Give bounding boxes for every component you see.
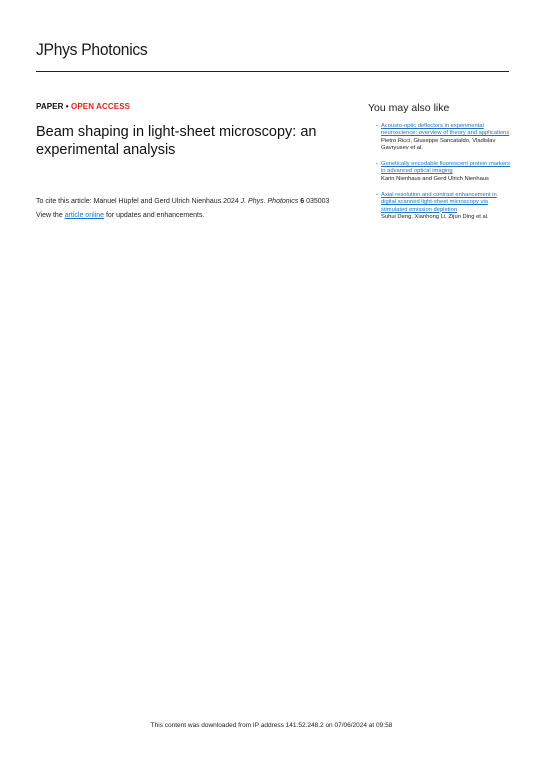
bullet-icon: - xyxy=(376,123,378,129)
related-articles-list xyxy=(376,123,511,230)
separator-dot: • xyxy=(65,102,69,111)
related-item xyxy=(376,123,511,152)
download-notice: This content was downloaded from IP address 141.52.248.2 on 07/06/2024 at 09:58 xyxy=(150,722,393,729)
view-online-line xyxy=(36,212,366,219)
citation-number: 035003 xyxy=(306,198,330,205)
paper-label: PAPER xyxy=(36,102,64,111)
journal-title: JPhys Photonics xyxy=(36,40,148,59)
citation-prefix: To cite this article: Manuel Hüpfel and Gerd Ulrich Nienhaus 2024 xyxy=(36,198,239,205)
bullet-icon: - xyxy=(376,161,378,168)
article-title: Beam shaping in light-sheet microscopy: an experimental analysis xyxy=(36,124,317,158)
citation-line xyxy=(36,198,366,205)
related-heading: You may also like xyxy=(368,102,450,114)
open-access-label: OPEN ACCESS xyxy=(71,102,131,111)
related-article-link[interactable]: Axial resolution and contrast enhancement in digital scanned light-sheet microscopy via stimulated emission depletion xyxy=(381,192,497,213)
view-suffix: for updates and enhancements. xyxy=(105,212,205,219)
related-article-authors: Suhui Deng, Xianhong Li, Zijun Ding et al. xyxy=(381,213,489,220)
related-item xyxy=(376,161,511,183)
related-article-link[interactable]: Genetically encodable fluorescent protein markers in advanced optical imaging xyxy=(381,161,510,175)
header-divider xyxy=(36,71,509,72)
related-item xyxy=(376,192,511,221)
related-article-authors: Pietro Ricci, Giuseppe Sancataldo, Vladislav Gavryusev et al. xyxy=(381,137,496,151)
citation-journal: J. Phys. Photonics xyxy=(240,198,299,205)
bullet-icon: - xyxy=(376,192,378,199)
paper-type-line xyxy=(36,102,130,111)
related-article-authors: Karin Nienhaus and Gerd Ulrich Nienhaus xyxy=(381,175,489,182)
related-article-link[interactable]: Acousto-optic deflectors in experimental neuroscience: overview of theory and applications xyxy=(381,123,510,137)
view-prefix: View the xyxy=(36,212,63,219)
citation-volume: 6 xyxy=(300,198,305,205)
article-online-link[interactable]: article online xyxy=(64,212,104,219)
